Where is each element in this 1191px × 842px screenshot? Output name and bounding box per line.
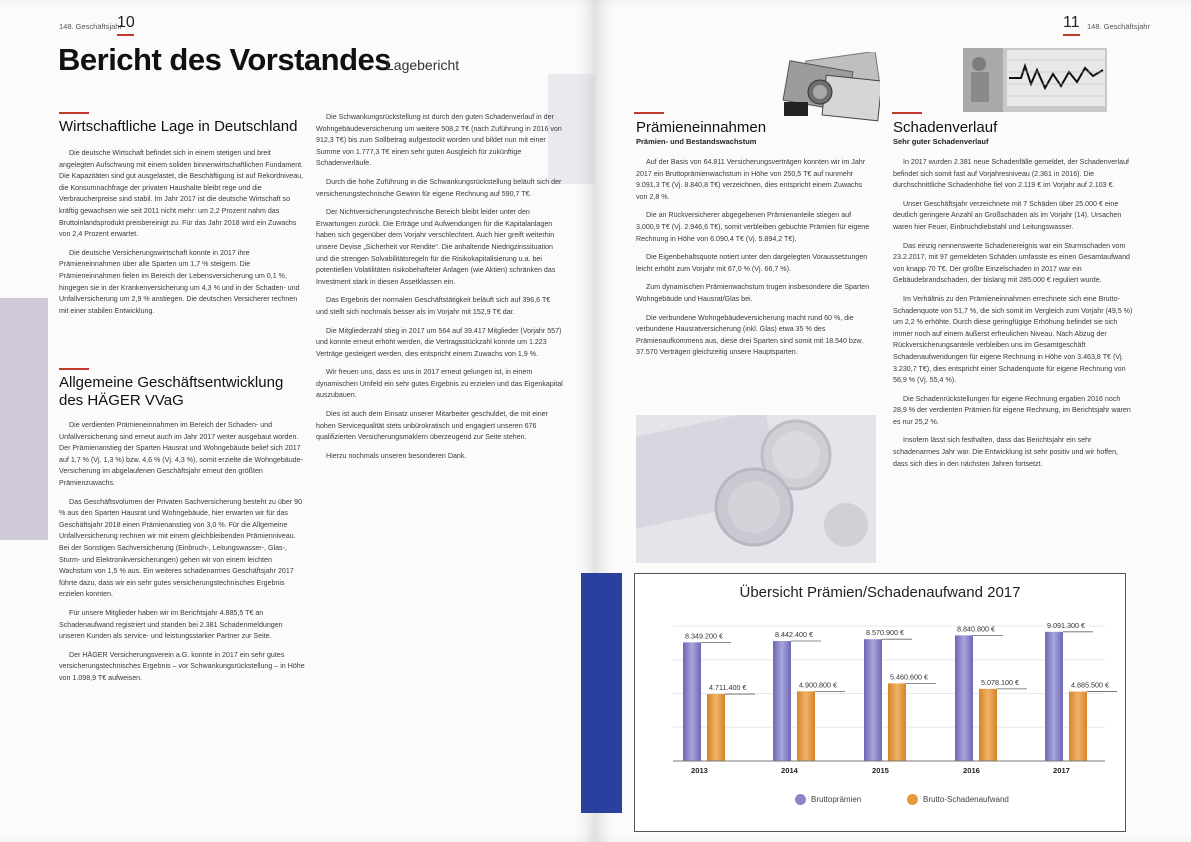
page-number: 10 xyxy=(117,14,135,31)
decorative-purple-band xyxy=(0,298,48,540)
bar-bruttopraemien-2016 xyxy=(955,635,973,761)
data-label-2016: 8.840.800 € xyxy=(957,624,995,634)
premium-claims-chart xyxy=(634,573,1126,832)
section-body-claims xyxy=(893,157,1133,477)
paragraph: Die Mitgliederzahl stieg in 2017 um 564 auf 39.417 Mitglieder (Vorjahr 557) und konnte erneut erhöht werden, die Vertragsstückzahl konnte um 1.223 Verträge gesteigert werden, dies entspricht einem Zuwachs von 1,9 %. xyxy=(316,326,562,358)
page-subtitle: Lagebericht xyxy=(386,57,460,73)
section-marker xyxy=(59,368,89,370)
paragraph: Die deutsche Wirtschaft befindet sich in einem stetigen und breit angelegten Aufschwung mit einem soliden binnenwirtschaftlichen Fundament. Die Kapazitäten sind gut ausgelastet, die Beschäftigung ist auf Rekordniveau, die Konsumnachfrage der privaten Haushalte bleibt rege und die Verbraucherpreise sind stabil. Im Jahr 2017 ist die deutsche Wirtschaft so kräftig gewachsen wie seit 2011 nicht mehr: um 2,2 Prozent nahm das Bruttoinlandsprodukt preisbereinigt zu. Für das Jahr 2018 wird ein Zuwachs von 2,4 Prozent erwartet. xyxy=(59,149,304,239)
data-label-2013: 4.711.400 € xyxy=(709,683,747,693)
left-page xyxy=(0,0,595,842)
paragraph: Die an Rückversicherer abgegebenen Prämienanteile stiegen auf 3.000,9 T€ (Vj. 2.946,6 T€), somit verbleiben gebuchte Prämien für eigene Rechnung in Höhe von 6.090,4 T€ (Vj. 5.894,2 T€). xyxy=(636,211,870,243)
data-label-2014: 8.442.400 € xyxy=(775,630,813,640)
paragraph: Der Nichtversicherungstechnische Bereich bleibt leider unter den Erwartungen zurück. Die Erträge und Aufwendungen für die Kapitalanlagen haben sich gegenüber dem Vorjahr verschlechtert. Auch hier greift weiterhin unsere Devise „Sicherheit vor Rendite“. Die anhaltende Niedrigzinssituation und die strengen Solvabilitätsregeln für die Risikokapitalisierung u.a. bei potentiellen Volatilitäten risikobehafteter Anlagen (wie Aktien) schränken das Investment stark in diesen Assetklassen ein. xyxy=(316,208,556,286)
bar-bruttopraemien-2017 xyxy=(1045,632,1063,761)
section-heading-business: Allgemeine Geschäftsentwicklung des HÄGER VVaG xyxy=(59,374,284,409)
section-marker xyxy=(634,112,664,114)
bar-bruttopraemien-2015 xyxy=(864,639,882,761)
x-tick-label-2015: 2015 xyxy=(872,766,889,775)
bar-bruttopraemien-2014 xyxy=(773,641,791,761)
page-number: 11 xyxy=(1063,14,1080,31)
paragraph: Die verbundene Wohngebäudeversicherung macht rund 60 %, die verbundene Hausratversicherung (inkl. Glas) etwa 35 % des Prämienaufkommens aus, diese drei Sparten sind somit mit 18.540 bzw. 37.570 Verträgen gleichzeitig unsere Hauptsparten. xyxy=(636,313,864,357)
chart-title: Übersicht Prämien/Schadenaufwand 2017 xyxy=(739,584,1021,601)
legend-marker-bruttopraemien xyxy=(795,794,806,805)
x-tick-label-2017: 2017 xyxy=(1053,766,1070,775)
bar-schadenaufwand-2013 xyxy=(707,694,725,761)
bar-schadenaufwand-2014 xyxy=(797,691,815,761)
data-label-2017: 4.885.500 € xyxy=(1071,680,1109,690)
section-body-economy xyxy=(59,148,307,324)
coins-background-image xyxy=(636,415,876,563)
section-heading-claims: Schadenverlauf xyxy=(893,119,998,136)
x-tick-label-2013: 2013 xyxy=(691,766,708,775)
data-label-2017: 9.091.300 € xyxy=(1047,620,1085,630)
paragraph: Die Schadenrückstellungen für eigene Rechnung ergaben 2016 noch 28,9 % der verdienten Prämien für eigene Rechnung, im Berichtsjahr waren es nur 25,2 %. xyxy=(893,394,1131,426)
paragraph: Die Schwankungsrückstellung ist durch den guten Schadenverlauf in der Wohngebäudeversicherung um weitere 508,2 T€ (nach Zuführung in 2016 von 912,3 T€) bis zum Sollbetrag aufgestockt worden und bildet nun mit einer Summe von 1.777,3 T€ einen sehr guten Ausgleich für zukünftige Schadenverläufe. xyxy=(316,113,562,168)
paragraph: Das einzig nennenswerte Schadenereignis war ein Sturmschaden vom 23.2.2017, mit 97 gemeldeten Schäden umfasste es einen Gesamtaufwand von knapp 70 T€. Der größte Einzelschaden in 2017 war ein Gebäudebrandschaden, der bislang mit 285.000 € reguliert wurde. xyxy=(893,241,1131,285)
page-number-underline xyxy=(1063,34,1080,36)
insurance-collage-image xyxy=(963,48,1107,112)
bar-schadenaufwand-2017 xyxy=(1069,692,1087,761)
legend-marker-schadenaufwand xyxy=(907,794,918,805)
paragraph: Auf der Basis von 64.811 Versicherungsverträgen konnten wir im Jahr 2017 ein Bruttoprämienwachstum in Höhe von 250,5 T€ auf nunmehr 9.091,3 T€ (Vj. 8.840,8 T€) verzeichnen, dies entspricht einem Zuwachs von 2,8 %. xyxy=(636,158,866,201)
section-heading-premiums: Prämieneinnahmen xyxy=(636,119,767,136)
banknotes-image xyxy=(780,52,880,122)
paragraph: Die deutsche Versicherungswirtschaft konnte in 2017 ihre Prämieneinnahmen über alle Sparten um 1,7 % steigern. Die Prämieneinnahmen fielen im Bereich der Lebensversicherung um 0,1 %, hingegen sie in der Krankenversicherung um 4,3 % und in der Schaden- und Unfallversicherung um 2,9 % anstiegen. Die deutschen Versicherer rechnen mit einer stabilen Entwicklung. xyxy=(59,248,300,315)
paragraph: Dies ist auch dem Einsatz unserer Mitarbeiter geschuldet, die mit einer hohen Servicequalität stets unbürokratisch und engagiert unseren 676 qualifizierten Versicherungsmaklern überzeugend zur Seite stehen. xyxy=(316,410,548,442)
paragraph: Im Verhältnis zu den Prämieneinnahmen errechnete sich eine Brutto-Schadenquote von 51,7 %, die sich somit im Vergleich zum Vorjahr (49,5 %) um 2,2 % erhöhte. Durch diese geringfügige Erhöhung befindet sie sich immer noch auf einem äußerst erfreulichen Niveau. Nach Abzug der Rückversicherungsanteile verbleiben uns im Gesamtgeschäft Schadenaufwendungen für eigene Rechnung in Höhe von 3.463,8 T€ (Vj. 3.230,7 T€), dies entspricht einer Schadenquote für eigene Rechnung von 56,9 % (Vj. 55,4 %). xyxy=(893,294,1133,385)
section-subheading-premiums: Prämien- und Bestandswachstum xyxy=(636,137,757,146)
paragraph: Für unsere Mitglieder haben wir im Berichtsjahr 4.885,5 T€ an Schadenaufwand registriert und standen bei 2.381 Schadenmeldungen unseren Kunden als service- und leistungsstarker Partner zur Seite. xyxy=(59,608,283,641)
bar-bruttopraemien-2013 xyxy=(683,642,701,761)
chart-plot xyxy=(635,574,1125,831)
paragraph: In 2017 wurden 2.381 neue Schadenfälle gemeldet, der Schadenverlauf befindet sich somit fast auf Vorjahresniveau (2.361 in 2016). Die durchschnittliche Schadenhöhe fiel von 2.119 € im Vorjahr auf 2.103 €. xyxy=(893,158,1129,190)
section-subheading-claims: Sehr guter Schadenverlauf xyxy=(893,137,989,146)
section-body-premiums xyxy=(636,157,874,366)
section-marker xyxy=(59,112,89,114)
data-label-2016: 5.078.100 € xyxy=(981,677,1019,687)
x-tick-label-2016: 2016 xyxy=(963,766,980,775)
x-tick-label-2014: 2014 xyxy=(781,766,798,775)
bar-schadenaufwand-2015 xyxy=(888,683,906,761)
paragraph: Das Ergebnis der normalen Geschäftstätigkeit beläuft sich auf 396,6 T€ und stellt sich nochmals besser als im Vorjahr mit 152,9 T€ dar. xyxy=(316,296,551,316)
legend-label-bruttopraemien: Bruttoprämien xyxy=(811,795,862,804)
paragraph: Zum dynamischen Prämienwachstum trugen insbesondere die Sparten Wohngebäude und Hausrat/Glas bei. xyxy=(636,283,870,303)
column-2-body xyxy=(316,112,564,469)
section-marker xyxy=(892,112,922,114)
data-label-2013: 8.349.200 € xyxy=(685,631,723,641)
bar-schadenaufwand-2016 xyxy=(979,689,997,761)
paragraph: Insofern lässt sich festhalten, dass das Berichtsjahr ein sehr schadenarmes Jahr war. Die Entwicklung ist sehr positiv und wir hoffen, dass sich dies in den nächsten Jahren fortsetzt. xyxy=(893,436,1119,468)
paragraph: Wir freuen uns, dass es uns in 2017 erneut gelungen ist, in einem dynamischen Umfeld ein sehr gutes Ergebnis zu erzielen und das Eigenkapital auszubauen. xyxy=(316,368,563,400)
paragraph: Das Geschäftsvolumen der Privaten Sachversicherung besteht zu über 90 % aus den Sparten Hausrat und Wohngebäude, hier erwarten wir für das Geschäftsjahr 2018 einen Prämienanstieg von 3,0 %. Für die Allgemeine Unfallversicherung rechnen wir mit einem gleichbleibenden Prämienniveau. Bei der Sonstigen Sachversicherung (Einbruch-, Leitungswasser-, Glas-, Sturm- und Elektronikversicherungen) gehen wir von einem leichten Wachstum von 1,5 % aus. Ein weiteres schadenarmes Geschäftsjahr 2017 führte dazu, dass wir ein sehr gutes versicherungstechnisches Ergebnis erzielen konnten. xyxy=(59,497,303,599)
paragraph: Durch die hohe Zuführung in die Schwankungsrückstellung beläuft sich der versicherungstechnische Gewinn für eigene Rechnung auf 590,7 T€. xyxy=(316,177,562,198)
paragraph: Unser Geschäftsjahr verzeichnete mit 7 Schäden über 25.000 € eine deutlich geringere Anzahl an Großschäden als im Vorjahr (14). Ursachen waren hier Feuer, Einbruchdiebstahl und Leitungswasser. xyxy=(893,199,1122,231)
paragraph: Die Eigenbehaltsquote notiert unter den dargelegten Voraussetzungen leicht erhöht zum Vorjahr mit 67,0 % (Vj. 66,7 %). xyxy=(636,253,868,273)
data-label-2014: 4.900.800 € xyxy=(799,680,837,690)
decorative-blue-bar xyxy=(581,573,622,813)
data-label-2015: 5.460.600 € xyxy=(890,672,928,682)
section-body-business xyxy=(59,420,307,691)
paragraph: Die verdienten Prämieneinnahmen im Bereich der Schaden- und Unfallversicherung sind erneut auch im Jahr 2017 weiter ausgebaut worden. Der Prämienanstieg der Sparten Hausrat und Wohngebäude belief sich 2017 auf 1,7 % (Vj. 1,3 %) bzw. 4,6 % (Vj. 4,3 %), somit erzielte die Wohngebäude-Versicherung im abgelaufenen Geschäftsjahr erneut den größten Prämienzuwachs. xyxy=(59,421,303,487)
section-heading-economy: Wirtschaftliche Lage in Deutschland xyxy=(59,118,298,135)
paragraph: Der HÄGER Versicherungsverein a.G. konnte in 2017 ein sehr gutes versicherungstechnisches Ergebnis – vor Schwankungsrückstellung – in Höhe von 1.098,9 T€ aufweisen. xyxy=(59,650,305,682)
page-label: 148. Geschäftsjahr xyxy=(1087,22,1150,31)
legend-label-schadenaufwand: Brutto-Schadenaufwand xyxy=(923,795,1009,804)
paragraph: Hierzu nochmals unseren besonderen Dank. xyxy=(326,451,467,460)
data-label-2015: 8.570.900 € xyxy=(866,628,904,638)
page-label: 148. Geschäftsjahr xyxy=(59,22,122,31)
page-number-underline xyxy=(117,34,134,36)
page-title: Bericht des Vorstandes xyxy=(58,42,391,77)
